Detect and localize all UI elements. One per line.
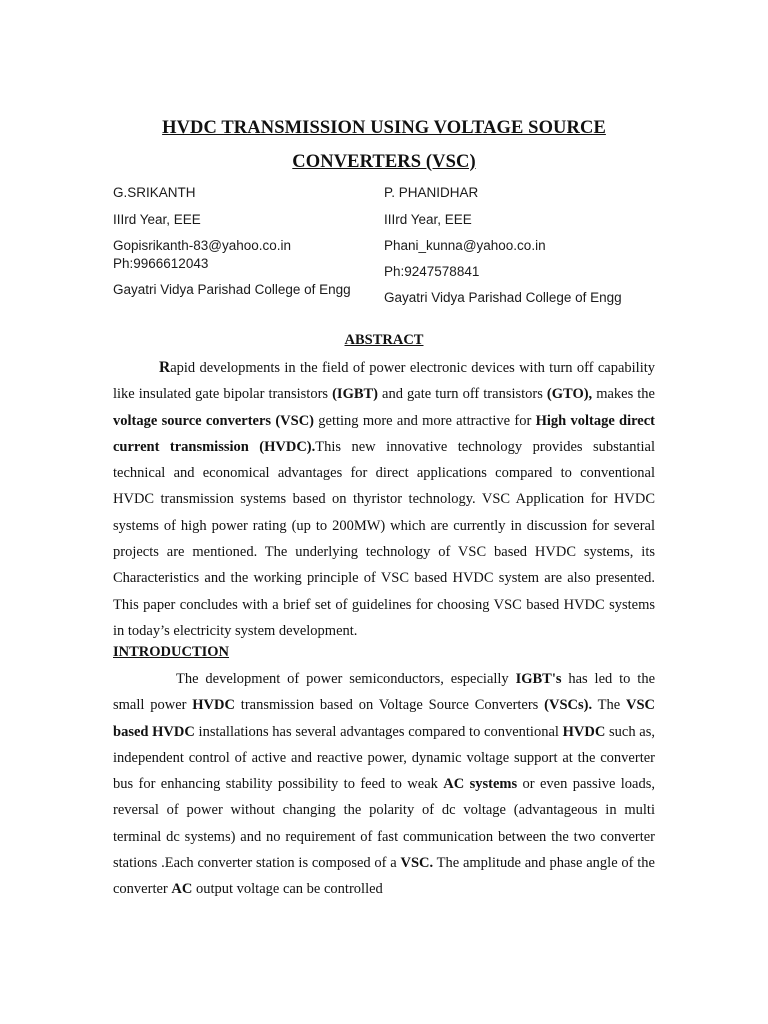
intro-bold-term: VSC. <box>400 855 434 872</box>
abstract-paragraph <box>113 355 655 644</box>
author-1-phone: Ph:9966612043 <box>113 256 209 271</box>
introduction-paragraph <box>113 666 655 903</box>
intro-bold-term: (VSCs). <box>544 697 593 714</box>
author-2-year: IIIrd Year, EEE <box>384 212 472 227</box>
paper-title-line-1: HVDC TRANSMISSION USING VOLTAGE SOURCE <box>162 118 606 138</box>
intro-text: installations has several advantages compared to conventional <box>194 723 563 740</box>
abstract-heading: ABSTRACT <box>344 332 424 348</box>
introduction-heading: INTRODUCTION <box>113 644 230 660</box>
intro-text: transmission based on Voltage Source Converters <box>234 697 545 714</box>
author-2-college: Gayatri Vidya Parishad College of Engg <box>384 290 622 305</box>
intro-bold-term: HVDC <box>562 723 606 740</box>
intro-bold-term: IGBT's <box>515 671 562 687</box>
intro-bold-term: HVDC <box>192 697 235 714</box>
author-1-email: Gopisrikanth-83@yahoo.co.in <box>113 238 292 253</box>
abstract-bold-term: (IGBT) <box>332 386 379 403</box>
abstract-drop-letter: R <box>159 359 171 376</box>
abstract-text: This new innovative technology provides substantial technical and economical advantages for direct applications compared to conventional HVDC transmission systems based on thyristor technology. VSC Application for HVDC systems of high power rating (up to 200MW) which are currently in discussion for several projects are mentioned. The underlying technology of VSC based HVDC systems, its Characteristics and the working principle of VSC based HVDC system are also presented. This paper concludes with a brief set of guidelines for choosing VSC based HVDC systems in today’s electricity system development. <box>113 438 656 639</box>
author-2-phone: Ph:9247578841 <box>384 264 480 279</box>
abstract-text: makes the <box>592 386 655 403</box>
intro-text: or even passive loads, reversal of power without changing the polarity of dc voltage (advantageous in multi terminal dc systems) and no requirement of fast communication between the two converter stations .Each converter station is composed of a <box>113 776 655 872</box>
intro-bold-term: AC <box>171 881 193 898</box>
intro-bold-term: VSC based HVDC <box>113 697 655 740</box>
author-1-name: G.SRIKANTH <box>113 185 196 200</box>
abstract-text: apid developments in the field of power electronic devices with turn off capability like insulated gate bipolar transistors <box>113 360 655 403</box>
intro-text: The amplitude and phase angle of the converter <box>113 855 655 898</box>
intro-text: such as, independent control of active and reactive power, dynamic voltage support at the converter bus for enhancing stability possibility to feed to weak <box>113 723 655 793</box>
intro-text: The development of power semiconductors, especially <box>176 671 516 687</box>
abstract-bold-term: High voltage direct current transmission (HVDC). <box>113 412 655 455</box>
author-1-year: IIIrd Year, EEE <box>113 212 201 227</box>
intro-text: has led to the small power <box>113 671 655 714</box>
author-1-college: Gayatri Vidya Parishad College of Engg <box>113 282 351 297</box>
paper-title-line-2: CONVERTERS (VSC) <box>292 152 476 172</box>
intro-text: output voltage can be controlled <box>192 881 383 898</box>
author-2-email: Phani_kunna@yahoo.co.in <box>384 238 546 253</box>
abstract-text: and gate turn off transistors <box>378 386 547 403</box>
author-2-name: P. PHANIDHAR <box>384 185 479 200</box>
abstract-bold-term: voltage source converters (VSC) <box>113 412 314 429</box>
abstract-text: getting more and more attractive for <box>314 412 536 429</box>
intro-bold-term: AC systems <box>443 776 518 793</box>
intro-text: The <box>592 697 626 714</box>
abstract-bold-term: (GTO), <box>546 386 593 403</box>
